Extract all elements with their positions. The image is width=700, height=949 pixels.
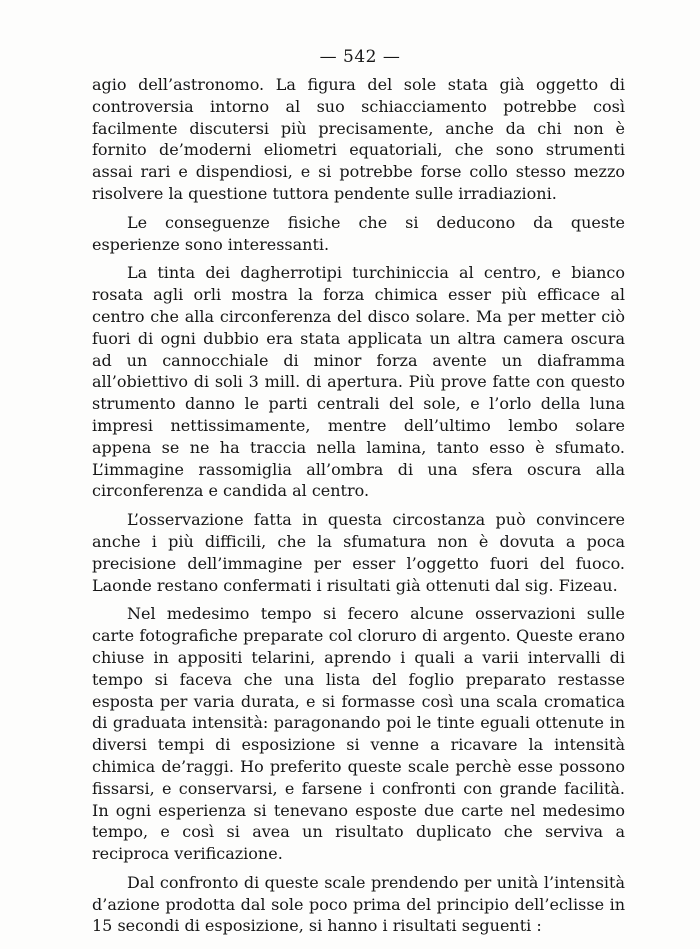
paragraph-4: L’osservazione fatta in questa circostanza può convincere anche i più difficili, che la sfumatura non è dovuta a poca precisione dell’immagine per esser l’oggetto fuori del fuoco. Laonde restano confermati i risultati già ottenuti dal sig. Fizeau.: [92, 510, 625, 595]
paragraph-2: Le conseguenze fisiche che si deducono da queste esperienze sono interessanti.: [92, 212, 625, 254]
paragraph-1: agio dell’astronomo. La figura del sole stata già oggetto di controversia intorno al suo schiacciamento potrebbe così facilmente discutersi più precisamente, anche da chi non è fornito de’moderni eliometri equatoriali, che sono strumenti assai rari e dispendiosi, e si potrebbe forse collo stesso mezzo risolvere la questione tuttora pendente sulle irradiazioni.: [92, 75, 625, 203]
paragraph-3: La tinta dei dagherrotipi turchiniccia al centro, e bianco rosata agli orli mostra la forza chimica esser più efficace al centro che alla circonferenza del disco solare. Ma per metter ciò fuori di ogni dubbio era stata applicata un altra camera oscura ad un cannocchiale di minor forza avente un diaframma all’obiettivo di soli 3 mill. di apertura. Più prove fatte con questo strumento danno le parti centrali del sole, e l’orlo della luna impresi nettissimamente, mentre dell’ultimo lembo solare appena se ne ha traccia nella lamina, tanto esso è sfumato. L’immagine rassomiglia all’ombra di una sfera oscura alla circonferenza e candida al centro.: [92, 263, 625, 501]
page-number: — 542 —: [319, 47, 401, 67]
body-text: [92, 74, 625, 937]
paragraph-6: Dal confronto di queste scale prendendo per unità l’intensità d’azione prodotta dal sole poco prima del principio dell’eclisse in 15 secondi di esposizione, si hanno i risultati seguenti :: [92, 872, 625, 936]
paragraph-5: Nel medesimo tempo si fecero alcune osservazioni sulle carte fotografiche preparate col cloruro di argento. Queste erano chiuse in appositi telarini, aprendo i quali a varii intervalli di tempo si faceva che una lista del foglio preparato restasse esposta per varia durata, e si formasse così una scala cromatica di graduata intensità: paragonando poi le tinte eguali ottenute in diversi tempi di esposizione si venne a ricavare la intensità chimica de’raggi. Ho preferito queste scale perchè esse possono fissarsi, e conservarsi, e farsene i confronti con grande facilità. In ogni esperienza si tenevano esposte due carte nel medesimo tempo, e così si avea un risultato duplicato che serviva a reciproca verificazione.: [92, 604, 625, 864]
